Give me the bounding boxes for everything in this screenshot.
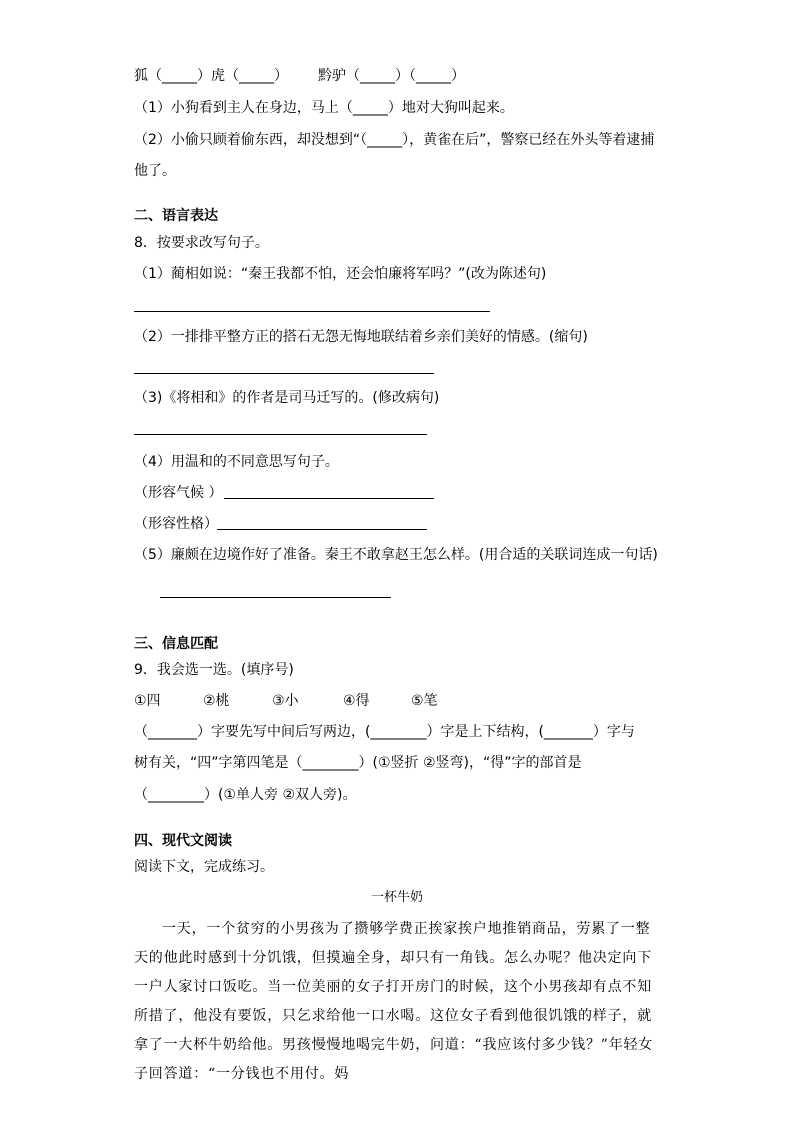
answer-line-1[interactable] [134,311,490,312]
reading-instruction: 阅读下文，完成练习。 [134,859,274,875]
story-title: 一杯牛奶 [370,890,423,905]
idiom-fill-fox-tiger[interactable]: 狐（_____）虎（_____） [134,68,288,84]
q9-line-2[interactable]: 树有关，“四”字第四笔是（________）(①竖折 ②竖弯)，“得”字的部首是 [134,755,582,771]
q7-item-2-cont: 他了。 [134,163,176,179]
q8-item-1: （1）蔺相如说：“秦王我都不怕，还会怕廉将军吗？”(改为陈述句) [134,266,547,282]
q8-climate-label: （形容气候 ） [134,485,223,501]
q9-line-1[interactable]: （_______）字要先写中间后写两边，(________）字是上下结构，(_______）字与 [134,724,635,740]
q9-option-2: ②桃 [203,693,230,709]
answer-line-personality[interactable] [217,529,427,530]
section-heading-matching: 三、信息匹配 [134,636,218,652]
q8-item-3: （3)《将相和》的作者是司马迁写的。(修改病句) [134,390,440,406]
q8-item-5: （5）廉颇在边境作好了准备。秦王不敢拿赵王怎么样。(用合适的关联词连成一句话) [134,547,658,563]
answer-line-climate[interactable] [224,498,434,499]
q9-option-4: ④得 [343,693,370,709]
q8-personality-label: （形容性格） [134,516,218,532]
answer-line-5[interactable] [160,597,391,598]
q9-line-3[interactable]: （________）(①单人旁 ②双人旁)。 [134,787,357,803]
section-heading-language: 二、语言表达 [134,208,218,224]
q9-title: 9．我会选一选。(填序号) [134,662,294,678]
idiom-fill-donkey[interactable]: 黔驴（_____）（_____） [318,68,465,84]
answer-line-2[interactable] [134,373,434,374]
answer-line-3[interactable] [134,434,427,435]
story-paragraph: 一天，一个贫穷的小男孩为了攒够学费正挨家挨户地推销商品，劳累了一整天的他此时感到十分饥饿，但摸遍全身，却只有一角钱。怎么办呢？他决定向下一户人家讨口饭吃。当一位美丽的女子打开房门的时候，这个小男孩却有点不知所措了，他没有要饭，只乞求给他一口水喝。这位女子看到他很饥饿的样子，就拿了一大杯牛奶给他。男孩慢慢地喝完牛奶，问道：“我应该付多少钱？”年轻女子回答道：“一分钱也不用付。妈 [134,921,654,1082]
q8-item-2: （2）一排排平整方正的搭石无怨无悔地联结着乡亲们美好的情感。(缩句) [134,329,588,345]
q7-item-1[interactable]: （1）小狗看到主人在身边，马上（_____）地对大狗叫起来。 [134,100,514,116]
q9-option-5: ⑤笔 [411,693,438,709]
q8-title: 8．按要求改写句子。 [134,235,269,251]
section-heading-reading: 四、现代文阅读 [134,833,232,849]
q9-option-1: ①四 [134,693,161,709]
q9-option-3: ③小 [272,693,299,709]
q8-item-4: （4）用温和的不同意思写句子。 [134,454,339,470]
q7-item-2[interactable]: （2）小偷只顾着偷东西，却没想到“（_____），黄雀在后”，警察已经在外头等着逮捕 [134,132,655,148]
